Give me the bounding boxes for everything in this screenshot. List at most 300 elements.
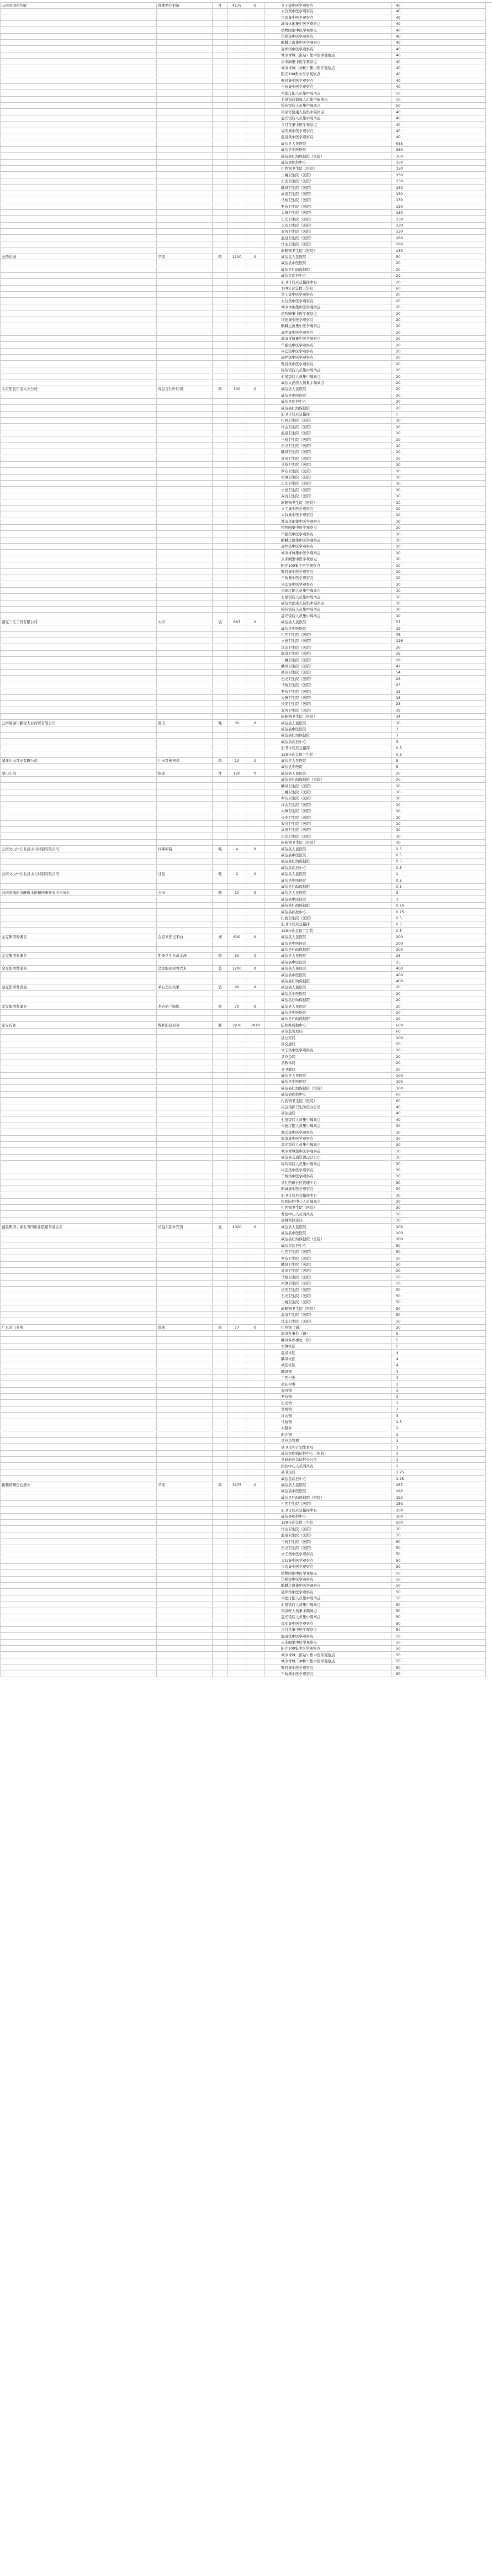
value-cell xyxy=(246,122,264,128)
donor-cell xyxy=(0,1193,157,1199)
table-row xyxy=(0,134,492,140)
unit-cell xyxy=(213,1539,228,1545)
table-row xyxy=(0,563,492,569)
unit-cell xyxy=(213,8,228,14)
quantity-cell: 60 xyxy=(228,984,246,991)
unit-cell xyxy=(213,97,228,103)
value-cell xyxy=(246,1595,264,1602)
unit-cell xyxy=(213,997,228,1003)
recipient-cell: 威信县妇幼保健院 xyxy=(264,733,392,739)
quantity-cell xyxy=(228,323,246,329)
table-row xyxy=(0,1035,492,1041)
unit-cell xyxy=(213,178,228,185)
donor-cell xyxy=(0,1142,157,1148)
item-cell xyxy=(157,858,213,865)
table-row xyxy=(0,336,492,342)
quantity-cell xyxy=(228,1073,246,1079)
item-cell xyxy=(157,1608,213,1614)
table-row xyxy=(0,2,492,8)
item-cell xyxy=(157,1400,213,1406)
amount-cell: 10 xyxy=(392,594,486,600)
unit-cell xyxy=(213,229,228,235)
unit-cell xyxy=(213,418,228,424)
amount-cell: 20 xyxy=(392,304,486,310)
item-cell xyxy=(157,1425,213,1431)
amount-cell: 40 xyxy=(392,109,486,115)
table-row xyxy=(0,1262,492,1268)
table-row xyxy=(0,878,492,884)
unit-cell xyxy=(213,1256,228,1262)
item-cell xyxy=(157,764,213,770)
value-cell xyxy=(246,972,264,978)
unit-cell xyxy=(213,1287,228,1293)
quantity-cell xyxy=(228,626,246,632)
item-cell: 玉米 xyxy=(157,890,213,896)
quantity-cell: 10 xyxy=(228,758,246,764)
table-row xyxy=(0,1488,492,1494)
unit-cell xyxy=(213,676,228,682)
item-cell xyxy=(157,1362,213,1368)
donor-cell: 金克集团曹溪县 xyxy=(0,1004,157,1010)
table-row xyxy=(0,1193,492,1199)
recipient-cell: 威信县人民医院 xyxy=(264,720,392,726)
donor-cell xyxy=(0,122,157,128)
recipient-cell: 三桃卫生院（医院） xyxy=(264,657,392,663)
recipient-cell: 晨光饭店人员集中隔离点 xyxy=(264,1142,392,1148)
amount-cell: 40 xyxy=(392,122,486,128)
value-cell xyxy=(246,1652,264,1658)
donor-cell xyxy=(0,708,157,714)
item-cell xyxy=(157,1652,213,1658)
item-cell: 龙卉奶兰味炼 xyxy=(157,1004,213,1010)
recipient-cell: 威信县人民医院 xyxy=(264,386,392,392)
amount-cell: 10 xyxy=(392,430,486,436)
quantity-cell xyxy=(228,1060,246,1066)
amount-cell: 50 xyxy=(392,1621,486,1627)
unit-cell xyxy=(213,1526,228,1532)
quantity-cell xyxy=(228,1438,246,1444)
unit-cell xyxy=(213,267,228,273)
unit-cell xyxy=(213,1583,228,1589)
value-cell xyxy=(246,437,264,443)
value-cell xyxy=(246,267,264,273)
donor-cell xyxy=(0,840,157,846)
item-cell xyxy=(157,235,213,241)
table-row xyxy=(0,777,492,783)
value-cell xyxy=(246,878,264,884)
recipient-cell: 威信县人民医院 xyxy=(264,953,392,959)
value-cell xyxy=(246,380,264,386)
unit-cell xyxy=(213,1614,228,1620)
unit-cell xyxy=(213,865,228,871)
value-cell: 0 xyxy=(246,1004,264,1010)
amount-cell: 500 xyxy=(392,1520,486,1526)
value-cell: 0 xyxy=(246,966,264,972)
quantity-cell xyxy=(228,657,246,663)
unit-cell xyxy=(213,972,228,978)
value-cell xyxy=(246,1010,264,1016)
item-cell xyxy=(157,575,213,581)
donor-cell: 金克集团曹溪县 xyxy=(0,984,157,991)
donor-cell xyxy=(0,487,157,493)
recipient-cell: 城区社区 xyxy=(264,1362,392,1368)
donor-cell xyxy=(0,821,157,827)
donor-cell xyxy=(0,21,157,27)
recipient-cell: 植物园集中医学观察点 xyxy=(264,28,392,34)
unit-cell xyxy=(213,1514,228,1520)
quantity-cell xyxy=(228,1167,246,1173)
unit-cell xyxy=(213,1595,228,1602)
amount-cell: 10 xyxy=(392,506,486,512)
recipient-cell: 威信县中医医院 xyxy=(264,1079,392,1085)
quantity-cell xyxy=(228,1161,246,1167)
unit-cell xyxy=(213,1243,228,1249)
item-cell xyxy=(157,1010,213,1016)
amount-cell: 50 xyxy=(392,1652,486,1658)
table-row xyxy=(0,1369,492,1375)
amount-cell: 400 xyxy=(392,966,486,972)
quantity-cell xyxy=(228,1199,246,1205)
recipient-cell: 南京轩人员集中隔离点 xyxy=(264,1608,392,1614)
quantity-cell xyxy=(228,947,246,953)
quantity-cell xyxy=(228,582,246,588)
quantity-cell xyxy=(228,178,246,185)
donor-cell xyxy=(0,336,157,342)
unit-cell xyxy=(213,1262,228,1268)
recipient-cell: 威信县疾控中心 xyxy=(264,1243,392,1249)
value-cell: 0 xyxy=(246,934,264,940)
table-row xyxy=(0,109,492,115)
donor-cell xyxy=(0,1117,157,1123)
donor-cell xyxy=(0,1640,157,1646)
quantity-cell xyxy=(228,115,246,122)
donor-cell xyxy=(0,1589,157,1595)
unit-cell xyxy=(213,323,228,329)
item-cell xyxy=(157,481,213,487)
amount-cell: 3 xyxy=(392,1400,486,1406)
recipient-cell: 大镇卫生院（医院） xyxy=(264,475,392,481)
item-cell xyxy=(157,840,213,846)
value-cell xyxy=(246,336,264,342)
quantity-cell xyxy=(228,1155,246,1161)
recipient-cell: 县应急局 xyxy=(264,1054,392,1060)
value-cell xyxy=(246,626,264,632)
amount-cell: 100 xyxy=(392,1236,486,1242)
value-cell xyxy=(246,229,264,235)
quantity-cell xyxy=(228,783,246,789)
value-cell xyxy=(246,1627,264,1633)
recipient-cell: 石龙卫生院（医院） xyxy=(264,1293,392,1299)
amount-cell: 26 xyxy=(392,645,486,651)
value-cell xyxy=(246,1312,264,1318)
table-row xyxy=(0,298,492,304)
unit-cell xyxy=(213,1060,228,1066)
quantity-cell xyxy=(228,1558,246,1564)
recipient-cell: 县卫生局 xyxy=(264,1469,392,1476)
unit-cell xyxy=(213,1558,228,1564)
value-cell xyxy=(246,588,264,594)
quantity-cell xyxy=(228,915,246,921)
amount-cell: 40 xyxy=(392,71,486,77)
recipient-cell: 城市休闲集中医学观察点 xyxy=(264,519,392,525)
value-cell xyxy=(246,708,264,714)
quantity-cell xyxy=(228,97,246,103)
table-row xyxy=(0,40,492,46)
donor-cell xyxy=(0,626,157,632)
table-row xyxy=(0,1287,492,1293)
item-cell xyxy=(157,531,213,538)
item-cell xyxy=(157,128,213,134)
amount-cell: 50 xyxy=(392,97,486,103)
amount-cell: 42 xyxy=(392,663,486,670)
quantity-cell xyxy=(228,229,246,235)
unit-cell xyxy=(213,166,228,172)
amount-cell: 20 xyxy=(392,343,486,349)
table-row xyxy=(0,1306,492,1312)
table-row xyxy=(0,437,492,443)
unit-cell xyxy=(213,84,228,90)
unit-cell xyxy=(213,739,228,745)
recipient-cell: 威信县妇幼保健院 xyxy=(264,978,392,984)
recipient-cell: 麟凤社区 xyxy=(264,1356,392,1362)
unit-cell xyxy=(213,1016,228,1022)
recipient-cell: 麒麟之窗集中医学观察点 xyxy=(264,1583,392,1589)
donor-cell xyxy=(0,1073,157,1079)
recipient-cell: 县城管执法局 xyxy=(264,1218,392,1224)
item-cell: 金克集团玉米油 xyxy=(157,934,213,940)
item-cell xyxy=(157,1142,213,1148)
amount-cell: 20 xyxy=(392,393,486,399)
table-row xyxy=(0,733,492,739)
unit-cell xyxy=(213,1218,228,1224)
unit-cell xyxy=(213,430,228,436)
donor-cell xyxy=(0,1488,157,1494)
table-row xyxy=(0,160,492,166)
unit-cell xyxy=(213,525,228,531)
recipient-cell: 文工集中医学观察点 xyxy=(264,3,392,9)
donor-cell xyxy=(0,418,157,424)
recipient-cell: 双河镇 xyxy=(264,1388,392,1394)
donor-cell xyxy=(0,1551,157,1557)
table-row xyxy=(0,607,492,613)
amount-cell: 1 xyxy=(392,1425,486,1431)
recipient-cell: 扎西镇卫生院（医院） xyxy=(264,166,392,172)
value-cell xyxy=(246,1469,264,1476)
recipient-cell: 施坪集中医学观察点 xyxy=(264,1589,392,1595)
donor-cell: 云南文山州丘北县小兵财制有限公司 xyxy=(0,871,157,877)
quantity-cell xyxy=(228,708,246,714)
value-cell xyxy=(246,745,264,751)
table-row xyxy=(0,1451,492,1457)
unit-cell xyxy=(213,449,228,455)
donor-cell xyxy=(0,449,157,455)
recipient-cell: 威信县疾控中心 xyxy=(264,909,392,915)
amount-cell: 5 xyxy=(392,412,486,418)
amount-cell: 600 xyxy=(392,1023,486,1029)
table-row xyxy=(0,1092,492,1098)
item-cell xyxy=(157,1236,213,1242)
donor-cell xyxy=(0,569,157,575)
item-cell xyxy=(157,808,213,814)
quantity-cell xyxy=(228,1432,246,1438)
amount-cell: 150 xyxy=(392,172,486,178)
value-cell xyxy=(246,1161,264,1167)
quantity-cell xyxy=(228,1312,246,1318)
donor-cell xyxy=(0,1394,157,1400)
table-row xyxy=(0,575,492,581)
recipient-cell: 县卫健局 xyxy=(264,1067,392,1073)
table-row xyxy=(0,1123,492,1129)
quantity-cell xyxy=(228,1306,246,1312)
unit-cell xyxy=(213,569,228,575)
item-cell xyxy=(157,399,213,405)
donor-cell xyxy=(0,1236,157,1242)
item-cell xyxy=(157,1495,213,1501)
recipient-cell: 石龙卫生院（医院） xyxy=(264,676,392,682)
item-cell xyxy=(157,21,213,27)
item-cell xyxy=(157,1577,213,1583)
unit-cell xyxy=(213,1249,228,1255)
quantity-cell xyxy=(228,15,246,21)
table-row xyxy=(0,984,492,991)
amount-cell: 10 xyxy=(392,493,486,499)
unit-cell xyxy=(213,582,228,588)
amount-cell: 13 xyxy=(392,689,486,695)
table-row xyxy=(0,355,492,361)
donor-cell xyxy=(0,796,157,802)
table-row xyxy=(0,1249,492,1255)
table-row xyxy=(0,1652,492,1658)
table-row xyxy=(0,1564,492,1570)
table-row xyxy=(0,1016,492,1022)
quantity-cell xyxy=(228,1646,246,1652)
recipient-cell: 水田卫生院（医院） xyxy=(264,487,392,493)
amount-cell: 20 xyxy=(392,336,486,342)
item-cell xyxy=(157,739,213,745)
table-row xyxy=(0,361,492,367)
amount-cell: 50 xyxy=(392,91,486,97)
quantity-cell xyxy=(228,1457,246,1463)
value-cell xyxy=(246,1180,264,1186)
donor-cell xyxy=(0,1104,157,1110)
amount-cell: 360 xyxy=(392,147,486,153)
quantity-cell xyxy=(228,380,246,386)
quantity-cell xyxy=(228,1665,246,1671)
quantity-cell xyxy=(228,1463,246,1469)
amount-cell: 4 xyxy=(392,1362,486,1368)
unit-cell xyxy=(213,443,228,449)
unit-cell xyxy=(213,59,228,65)
value-cell xyxy=(246,1306,264,1312)
quantity-cell xyxy=(228,317,246,323)
amount-cell: 50 xyxy=(392,1646,486,1652)
quantity-cell xyxy=(228,1299,246,1305)
recipient-cell: 七星饭店人员集中隔离点 xyxy=(264,1117,392,1123)
amount-cell: 50 xyxy=(392,1665,486,1671)
unit-cell xyxy=(213,821,228,827)
recipient-cell: 温泉卫生院（医院） xyxy=(264,1312,392,1318)
table-row xyxy=(0,330,492,336)
item-cell xyxy=(157,59,213,65)
value-cell xyxy=(246,1110,264,1116)
unit-cell xyxy=(213,336,228,342)
amount-cell: 50 xyxy=(392,1306,486,1312)
value-cell xyxy=(246,134,264,140)
recipient-cell: 威信县人民医院 xyxy=(264,1004,392,1010)
item-cell xyxy=(157,28,213,34)
recipient-cell: 七星饭店人员集中隔离点 xyxy=(264,374,392,380)
quantity-cell: 77 xyxy=(228,1325,246,1331)
donor-cell xyxy=(0,260,157,266)
value-cell xyxy=(246,311,264,317)
quantity-cell xyxy=(228,752,246,758)
donor-cell xyxy=(0,1469,157,1476)
value-cell xyxy=(246,28,264,34)
amount-cell: 50 xyxy=(392,1262,486,1268)
donor-cell xyxy=(0,493,157,499)
donor-cell xyxy=(0,745,157,751)
unit-cell xyxy=(213,1571,228,1577)
amount-cell: 10 xyxy=(392,437,486,443)
quantity-cell xyxy=(228,191,246,197)
unit-cell xyxy=(213,1658,228,1664)
quantity-cell xyxy=(228,1369,246,1375)
unit-cell xyxy=(213,1205,228,1211)
value-cell: 0 xyxy=(246,846,264,852)
quantity-cell xyxy=(228,607,246,613)
item-cell xyxy=(157,632,213,638)
value-cell xyxy=(246,1362,264,1368)
unit-cell xyxy=(213,1350,228,1356)
table-row xyxy=(0,997,492,1003)
unit-cell xyxy=(213,834,228,840)
value-cell xyxy=(246,412,264,418)
unit-cell xyxy=(213,978,228,984)
value-cell xyxy=(246,1073,264,1079)
recipient-cell: 三桃卫生院（医院） xyxy=(264,437,392,443)
value-cell xyxy=(246,1029,264,1035)
table-row xyxy=(0,412,492,418)
donor-cell xyxy=(0,1514,157,1520)
quantity-cell xyxy=(228,1236,246,1242)
quantity-cell xyxy=(228,827,246,833)
donor-cell xyxy=(0,462,157,468)
donor-cell xyxy=(0,1199,157,1205)
quantity-cell xyxy=(228,1469,246,1476)
donor-cell xyxy=(0,154,157,160)
item-cell xyxy=(157,1457,213,1463)
amount-cell: 18 xyxy=(392,695,486,701)
recipient-cell: 长安卫生院（医院） xyxy=(264,217,392,223)
recipient-cell: 城市青城（神桥）集中医学观察点 xyxy=(264,1658,392,1664)
value-cell xyxy=(246,531,264,538)
item-cell xyxy=(157,273,213,279)
quantity-cell xyxy=(228,1551,246,1557)
table-row xyxy=(0,1545,492,1551)
unit-cell xyxy=(213,1362,228,1368)
donor-cell xyxy=(0,78,157,84)
donor-cell xyxy=(0,1010,157,1016)
recipient-cell: 温泉卫生院（医院） xyxy=(264,1532,392,1539)
quantity-cell xyxy=(228,815,246,821)
item-cell xyxy=(157,600,213,607)
item-cell xyxy=(157,317,213,323)
recipient-cell: 新城集中医学观察点 xyxy=(264,1186,392,1192)
recipient-cell: 兴宏集中医学观察点 xyxy=(264,582,392,588)
quantity-cell: 500 xyxy=(228,386,246,392)
value-cell: 0 xyxy=(246,1325,264,1331)
unit-cell xyxy=(213,1149,228,1155)
